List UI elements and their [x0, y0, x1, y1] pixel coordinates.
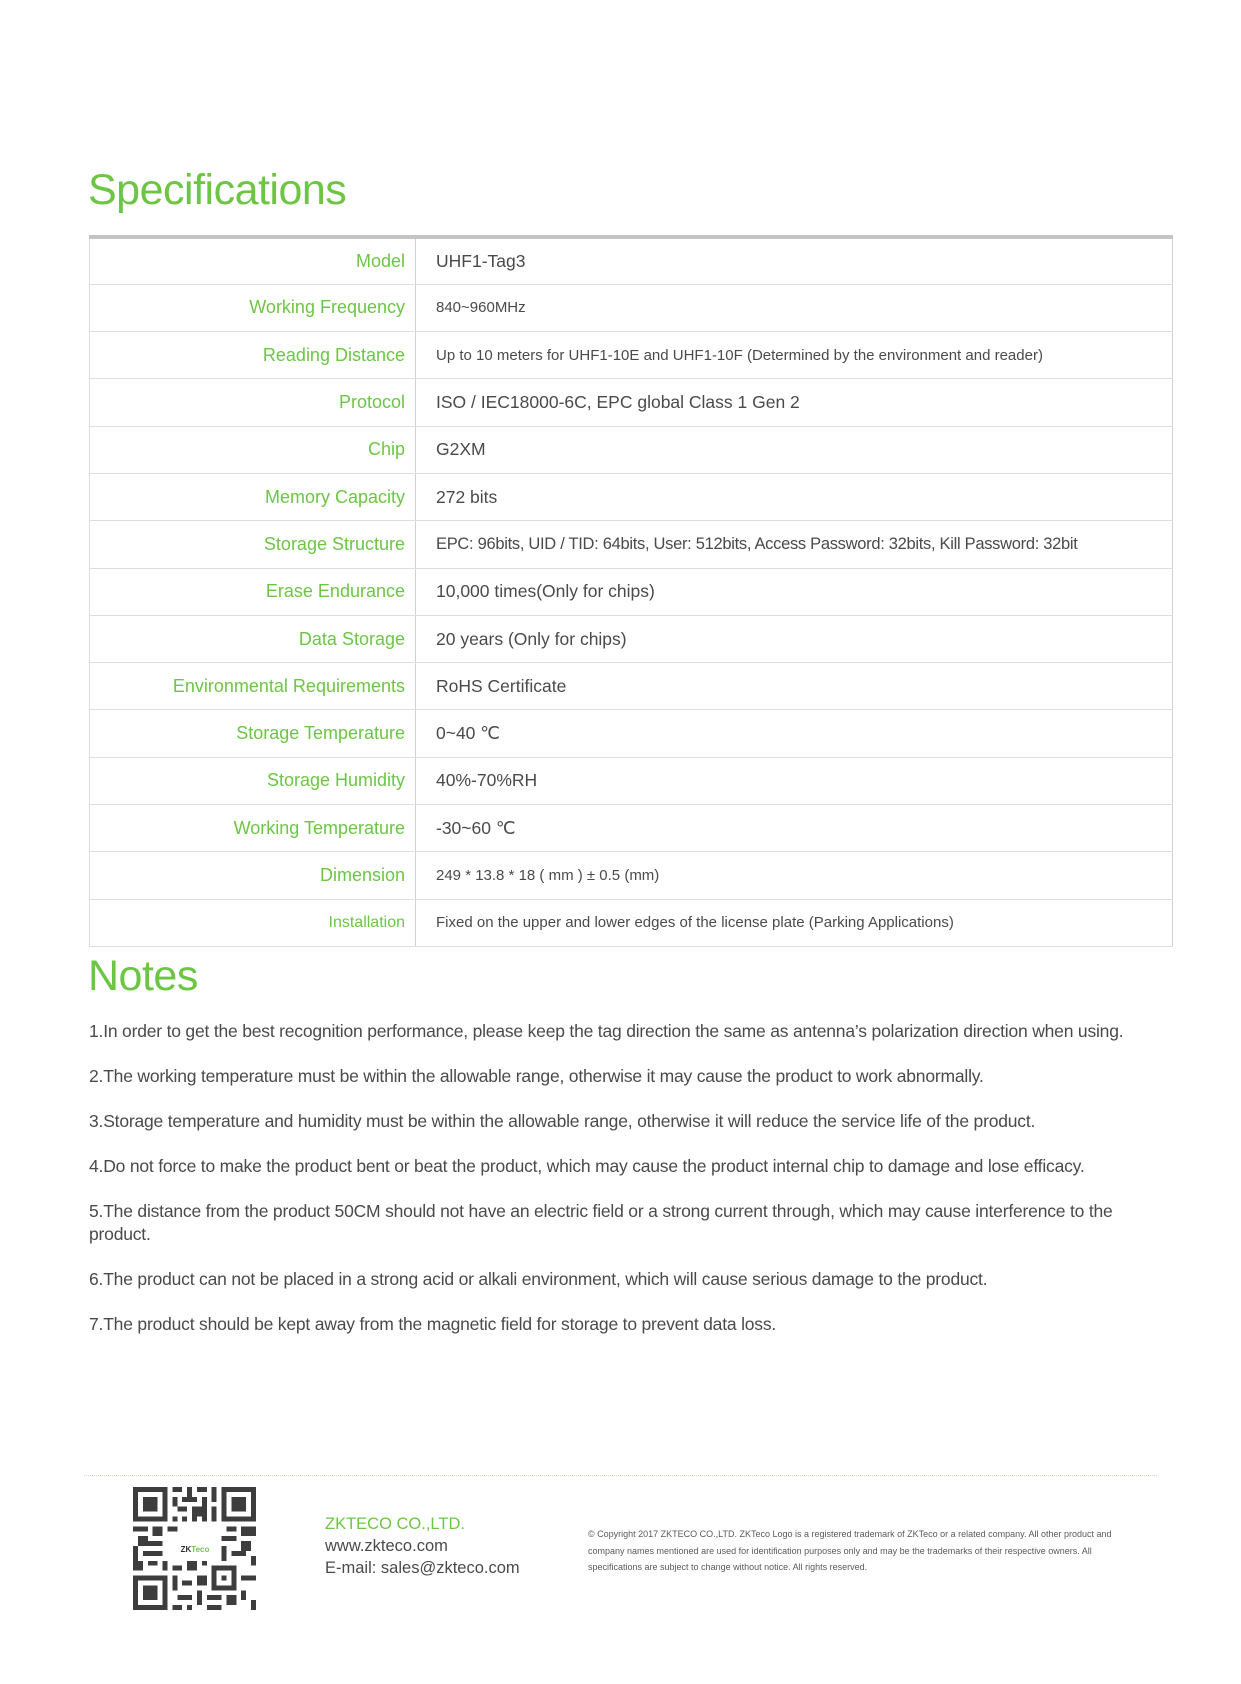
spec-value: RoHS Certificate [416, 663, 1173, 710]
spec-label: Installation [90, 899, 416, 946]
company-info [325, 1513, 520, 1579]
spec-value: G2XM [416, 426, 1173, 473]
spec-row-reading-distance [90, 332, 1173, 379]
notes-list [89, 1020, 1169, 1358]
spec-value: 249 * 13.8 * 18 ( mm ) ± 0.5 (mm) [416, 852, 1173, 899]
note-item: 3.Storage temperature and humidity must be within the allowable range, otherwise it will reduce the service life of the product. [89, 1111, 1036, 1131]
spec-label: Working Temperature [90, 805, 416, 852]
spec-label: Environmental Requirements [90, 663, 416, 710]
spec-label: Memory Capacity [90, 473, 416, 520]
specifications-table [89, 235, 1173, 947]
copyright-notice: © Copyright 2017 ZKTECO CO.,LTD. ZKTeco Logo is a registered trademark of ZKTeco or a related company. All other product and company names mentioned are used for identification purposes only and may be the trademarks of their respective owners. All specifications are subject to change without notice. All rights reserved. [588, 1529, 1112, 1572]
note-item: 6.The product can not be placed in a strong acid or alkali environment, which will cause serious damage to the product. [89, 1269, 988, 1289]
spec-row-protocol [90, 379, 1173, 426]
spec-label: Model [90, 237, 416, 284]
spec-row-environmental-requirements [90, 663, 1173, 710]
note-item: 4.Do not force to make the product bent or beat the product, which may cause the product internal chip to damage and lose efficacy. [89, 1156, 1085, 1176]
spec-row-memory-capacity [90, 473, 1173, 520]
spec-label: Working Frequency [90, 284, 416, 331]
company-email[interactable]: E-mail: sales@zkteco.com [325, 1559, 520, 1577]
note-item: 5.The distance from the product 50CM should not have an electric field or a strong current through, which may cause interference to the product. [89, 1201, 1113, 1244]
spec-value: Up to 10 meters for UHF1-10E and UHF1-10F (Determined by the environment and reader) [416, 332, 1173, 379]
spec-row-installation [90, 899, 1173, 946]
spec-label: Dimension [90, 852, 416, 899]
spec-value: 40%-70%RH [416, 757, 1173, 804]
spec-row-data-storage [90, 615, 1173, 662]
spec-value: 840~960MHz [416, 284, 1173, 331]
spec-value: Fixed on the upper and lower edges of the license plate (Parking Applications) [416, 899, 1173, 946]
spec-label: Storage Structure [90, 521, 416, 568]
company-name: ZKTECO CO.,LTD. [325, 1515, 465, 1533]
spec-value: 0~40 ℃ [416, 710, 1173, 757]
specifications-title: Specifications [88, 166, 347, 214]
spec-value: 272 bits [416, 473, 1173, 520]
spec-value: ISO / IEC18000-6C, EPC global Class 1 Gen 2 [416, 379, 1173, 426]
spec-row-chip [90, 426, 1173, 473]
spec-value: UHF1-Tag3 [416, 237, 1173, 284]
spec-label: Erase Endurance [90, 568, 416, 615]
spec-row-model [90, 237, 1173, 284]
spec-value: EPC: 96bits, UID / TID: 64bits, User: 512bits, Access Password: 32bits, Kill Password: 32bit [416, 521, 1173, 568]
spec-label: Chip [90, 426, 416, 473]
spec-label: Reading Distance [90, 332, 416, 379]
spec-label: Data Storage [90, 615, 416, 662]
notes-title: Notes [88, 952, 198, 1000]
company-website[interactable]: www.zkteco.com [325, 1537, 448, 1555]
note-item: 7.The product should be kept away from the magnetic field for storage to prevent data loss. [89, 1314, 777, 1334]
spec-row-storage-humidity [90, 757, 1173, 804]
spec-row-storage-temperature [90, 710, 1173, 757]
spec-row-dimension [90, 852, 1173, 899]
spec-row-working-temperature [90, 805, 1173, 852]
spec-row-working-frequency [90, 284, 1173, 331]
spec-value: 20 years (Only for chips) [416, 615, 1173, 662]
qr-code-icon [133, 1487, 256, 1610]
spec-row-storage-structure [90, 521, 1173, 568]
spec-value: -30~60 ℃ [416, 805, 1173, 852]
spec-label: Storage Temperature [90, 710, 416, 757]
spec-row-erase-endurance [90, 568, 1173, 615]
footer-divider [84, 1475, 1157, 1476]
note-item: 2.The working temperature must be within the allowable range, otherwise it may cause the product to work abnormally. [89, 1066, 984, 1086]
note-item: 1.In order to get the best recognition performance, please keep the tag direction the same as antenna’s polarization direction when using. [89, 1021, 1124, 1041]
spec-label: Protocol [90, 379, 416, 426]
zkteco-logo: ZK Teco [177, 1542, 213, 1556]
spec-label: Storage Humidity [90, 757, 416, 804]
spec-value: 10,000 times(Only for chips) [416, 568, 1173, 615]
